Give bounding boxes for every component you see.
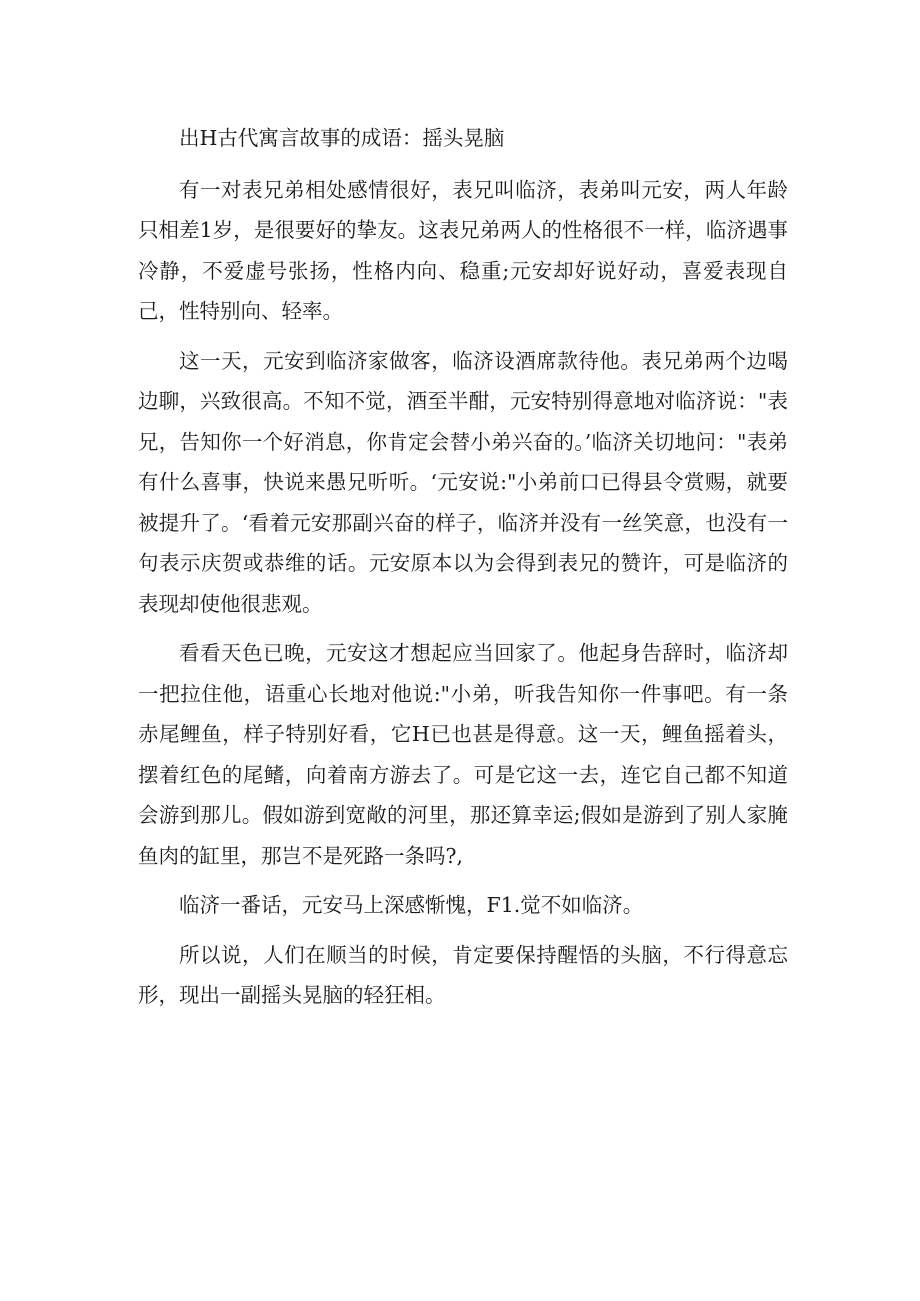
document-title: 出H古代寓言故事的成语：摇头晃脑 — [179, 126, 505, 150]
paragraph-realization: 临济一番话，元安马上深感惭愧，F1.觉不如临济。 — [179, 893, 644, 917]
paragraph-visit: 这一天，元安到临济家做客，临济设酒席款待他。表兄弟两个边喝边聊，兴致很高。不知不觉，酒至半酣，元安特别得意地对临济说："表兄，告知你一个好消息，你肯定会替小弟兴奋的。’临济关切地问："表弟有什么喜事，快说来愚兄听听。‘元安说:"小弟前口已得县令赏赐，就要被提升了。‘看着元安那副兴奋的样子，临济并没有一丝笑意，也没有一句表示庆贺或恭维的话。元安原本以为会得到表兄的赞许，可是临济的表现却使他很悲观。 — [138, 348, 788, 616]
paragraph-moral: 所以说，人们在顺当的时候，肯定要保持醒悟的头脑，不行得意忘形，现出一副摇头晃脑的轻狂相。 — [138, 942, 788, 1007]
paragraph-carp-story: 看看天色已晚，元安这才想起应当回家了。他起身告辞时，临济却一把拉住他，语重心长地对他说:"小弟，听我告知你一件事吧。有一条赤尾鲤鱼，样子特别好看，它H已也甚是得意。这一天，鲤鱼摇着头，摆着红色的尾鳍，向着南方游去了。可是它这一去，连它自己都不知道会游到那儿。假如游到宽敞的河里，那还算幸运;假如是游到了别人家腌鱼肉的缸里，那岂不是死路一条吗?, — [138, 641, 788, 868]
paragraph-intro: 有一对表兄弟相处感情很好，表兄叫临济，表弟叫元安，两人年龄只相差1岁，是很要好的挚友。这表兄弟两人的性格很不一样，临济遇事冷静，不爱虚号张扬，性格内向、稳重;元安却好说好动，喜爱表现自己，性特别向、轻率。 — [138, 177, 788, 323]
document-body — [138, 118, 788, 1025]
